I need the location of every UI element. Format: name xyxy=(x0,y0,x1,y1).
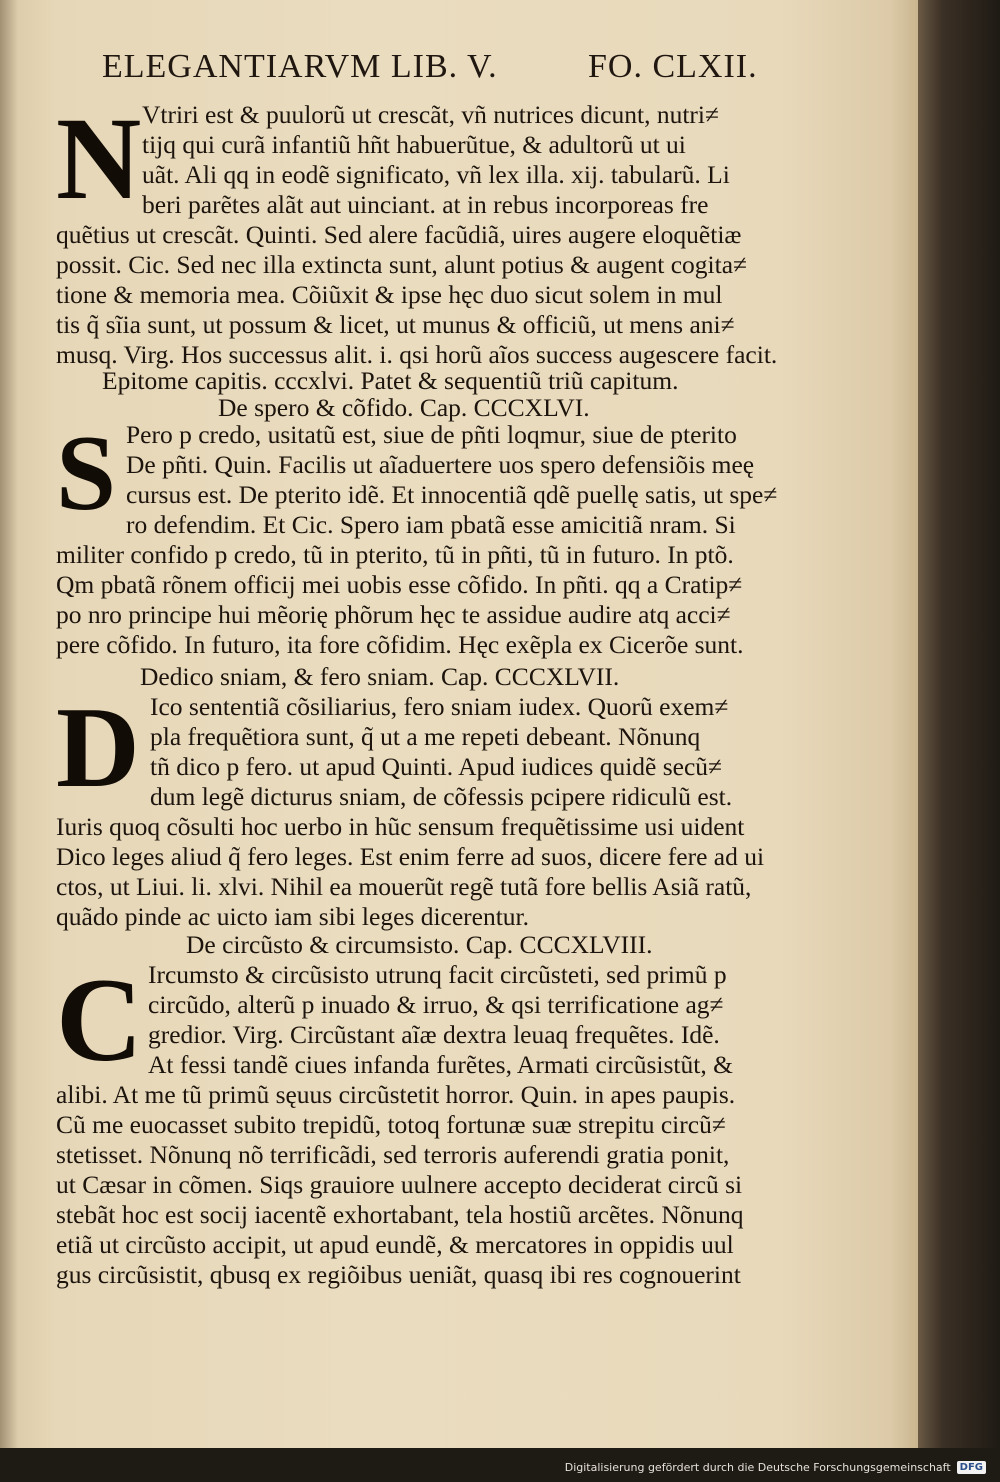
folio-number: FO. CLXII. xyxy=(588,48,758,85)
dfg-logo-icon: DFG xyxy=(957,1461,986,1474)
text-line: ctos, ut Liui. li. xlvi. Nihil ea mouerũt regẽ tutã fore bellis Asiã ratũ, xyxy=(56,872,752,901)
running-title: ELEGANTIARVM LIB. V. xyxy=(102,48,498,85)
initial-c: C xyxy=(56,953,143,1086)
text-line: Pero p credo, usitatũ est, siue de pñti loqmur, siue de pterito xyxy=(126,420,737,449)
text-line: quẽtius ut crescãt. Quinti. Sed alere facũdiã, uires augere eloquẽtiæ xyxy=(56,220,742,249)
text-line: militer confido p credo, tũ in pterito, tũ in pñti, tũ in futuro. In ptõ. xyxy=(56,540,734,569)
text-line: Dico leges aliud q̃ fero leges. Est enim ferre ad suos, dicere fere ad ui xyxy=(56,842,765,871)
text-line: At fessi tandẽ ciues infanda furẽtes, Armati circũsistũt, & xyxy=(148,1050,733,1079)
text-line: circũdo, alterũ p inuado & irruo, & qsi terrificatione ag≠ xyxy=(148,990,724,1019)
epitome-line: Epitome capitis. cccxlvi. Patet & sequentiũ triũ capitum. xyxy=(102,366,679,395)
text-line: quãdo pinde ac uicto iam sibi leges dicerentur. xyxy=(56,902,530,931)
text-line: tijq qui curã infantiũ hñt habuerũtue, & adultorũ ut ui xyxy=(142,130,686,159)
text-line: tis q̃ sĩia sunt, ut possum & licet, ut munus & officiũ, ut mens ani≠ xyxy=(56,310,735,339)
chapter-heading: De spero & cõfido. Cap. CCCXLVI. xyxy=(218,393,590,422)
text-line: ro defendim. Et Cic. Spero iam pbatã esse amicitiã nram. Si xyxy=(126,510,736,539)
chapter-heading: De circũsto & circumsisto. Cap. CCCXLVIII. xyxy=(186,930,653,959)
text-line: etiã ut circũsto accipit, ut apud eundẽ, & mercatores in oppidis uul xyxy=(56,1230,734,1259)
text-line: stetisset. Nõnunq nõ terrificãdi, sed terroris auferendi gratia ponit, xyxy=(56,1140,730,1169)
page-header xyxy=(102,48,782,92)
text-line: De pñti. Quin. Facilis ut aĩaduertere uos spero defensiõis meę xyxy=(126,450,755,479)
text-line: tñ dico p fero. ut apud Quinti. Apud iudices quidẽ secũ≠ xyxy=(150,752,723,781)
text-line: pere cõfido. In futuro, ita fore cõfidim. Hęc exẽpla ex Cicerõe sunt. xyxy=(56,630,744,659)
text-line: gredior. Virg. Circũstant aĩæ dextra leuaq frequẽtes. Idẽ. xyxy=(148,1020,720,1049)
text-line: po nro principe hui mẽorię phõrum hęc te assidue audire atq acci≠ xyxy=(56,600,731,629)
initial-n: N xyxy=(56,93,142,224)
text-line: Cũ me euocasset subito trepidũ, totoq fortunæ suæ strepitu circũ≠ xyxy=(56,1110,726,1139)
text-line: stebãt hoc est socij iacentẽ exhortabant, tela hostiũ arcẽtes. Nõnunq xyxy=(56,1200,744,1229)
text-line: tione & memoria mea. Cõiũxit & ipse hęc duo sicut solem in mul xyxy=(56,280,723,309)
footer-text: Digitalisierung gefördert durch die Deutsche Forschungsgemeinschaft xyxy=(564,1460,951,1474)
text-line: Vtriri est & puulorũ ut crescãt, vñ nutrices dicunt, nutri≠ xyxy=(142,100,719,129)
text-line: dum legẽ dicturus sniam, de cõfessis pcipere ridiculũ est. xyxy=(150,782,733,811)
text-line: gus circũsistit, qbusq ex regiõibus ueniãt, quasq ibi res cognouerint xyxy=(56,1260,741,1289)
text-line: Ircumsto & circũsisto utrunq facit circũsteti, sed primũ p xyxy=(148,960,727,989)
initial-d: D xyxy=(56,684,140,812)
text-line: Ico sententiã cõsiliarius, fero sniam iudex. Quorũ exem≠ xyxy=(150,692,729,721)
text-line: Qm pbatã rõnem officij mei uobis esse cõfido. In pñti. qq a Cratip≠ xyxy=(56,570,743,599)
text-line: Iuris quoq cõsulti hoc uerbo in hũc sensum frequẽtissime usi uident xyxy=(56,812,745,841)
text-line: musq. Virg. Hos successus alit. i. qsi horũ aĩos success augescere facit. xyxy=(56,340,778,369)
page-edge-shadow xyxy=(918,0,1000,1448)
chapter-heading: Dedico sniam, & fero sniam. Cap. CCCXLVII. xyxy=(140,662,620,691)
initial-s: S xyxy=(56,414,117,533)
text-line: pla frequẽtiora sunt, q̃ ut a me repeti debeant. Nõnunq xyxy=(150,722,701,751)
text-line: cursus est. De pterito idẽ. Et innocentiã qdẽ puellę satis, ut spe≠ xyxy=(126,480,778,509)
binding-shadow xyxy=(0,0,18,1448)
text-line: alibi. At me tũ primũ sęuus circũstetit horror. Quin. in apes paupis. xyxy=(56,1080,736,1109)
text-line: uãt. Ali qq in eodẽ significato, vñ lex illa. xij. tabularũ. Li xyxy=(142,160,730,189)
footer-credit xyxy=(565,1458,986,1476)
text-line: ut Cæsar in cõmen. Siqs grauiore uulnere accepto deciderat circũ si xyxy=(56,1170,743,1199)
text-line: possit. Cic. Sed nec illa extincta sunt, alunt potius & augent cogita≠ xyxy=(56,250,748,279)
text-line: beri parẽtes alãt aut uinciant. at in rebus incorporeas fre xyxy=(142,190,709,219)
